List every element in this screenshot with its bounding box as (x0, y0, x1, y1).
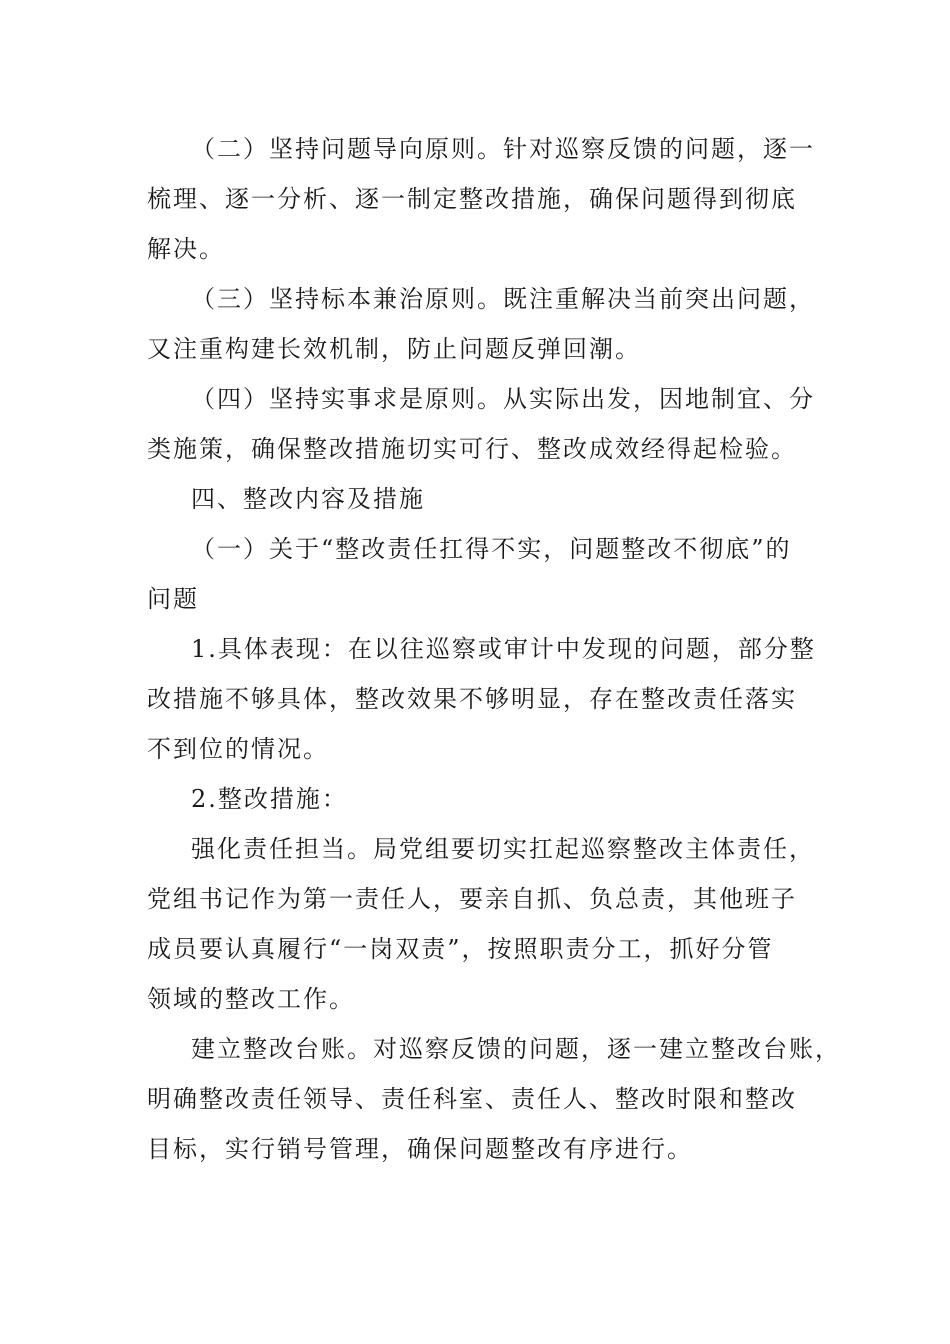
paragraph-principle-2-line-2: 梳理、逐一分析、逐一制定整改措施，确保问题得到彻底 (147, 185, 797, 213)
paragraph-ledger-line-3: 目标，实行销号管理，确保问题整改有序进行。 (147, 1135, 693, 1163)
paragraph-principle-4-line-1: （四）坚持实事求是原则。从实际出发，因地制宜、分 (191, 385, 815, 413)
document-body (147, 124, 841, 1174)
paragraph-ledger-line-1: 建立整改台账。对巡察反馈的问题，逐一建立整改台账， (191, 1035, 841, 1063)
paragraph-manifestation-line-1: 1.具体表现：在以往巡察或审计中发现的问题，部分整 (191, 635, 816, 663)
paragraph-principle-3-line-1: （三）坚持标本兼治原则。既注重解决当前突出问题， (191, 285, 815, 313)
section-heading-4: 四、整改内容及措施 (191, 485, 425, 513)
paragraph-responsibility-line-4: 领域的整改工作。 (147, 985, 355, 1013)
paragraph-responsibility-line-1: 强化责任担当。局党组要切实扛起巡察整改主体责任， (191, 835, 815, 863)
paragraph-manifestation-line-3: 不到位的情况。 (147, 735, 329, 763)
paragraph-ledger-line-2: 明确整改责任领导、责任科室、责任人、整改时限和整改 (147, 1085, 797, 1113)
paragraph-principle-2-line-1: （二）坚持问题导向原则。针对巡察反馈的问题，逐一 (191, 135, 815, 163)
subsection-heading-1-line-2: 问题 (147, 585, 199, 613)
paragraph-principle-2-line-3: 解决。 (147, 235, 225, 263)
subsection-heading-1-line-1: （一）关于“整改责任扛得不实，问题整改不彻底”的 (191, 535, 792, 563)
paragraph-measures-heading: 2.整改措施： (191, 785, 348, 813)
paragraph-principle-4-line-2: 类施策，确保整改措施切实可行、整改成效经得起检验。 (147, 435, 797, 463)
paragraph-responsibility-line-2: 党组书记作为第一责任人，要亲自抓、负总责，其他班子 (147, 885, 797, 913)
paragraph-responsibility-line-3: 成员要认真履行“一岗双责”，按照职责分工，抓好分管 (147, 935, 774, 963)
paragraph-manifestation-line-2: 改措施不够具体，整改效果不够明显，存在整改责任落实 (147, 685, 797, 713)
paragraph-principle-3-line-2: 又注重构建长效机制，防止问题反弹回潮。 (147, 335, 641, 363)
